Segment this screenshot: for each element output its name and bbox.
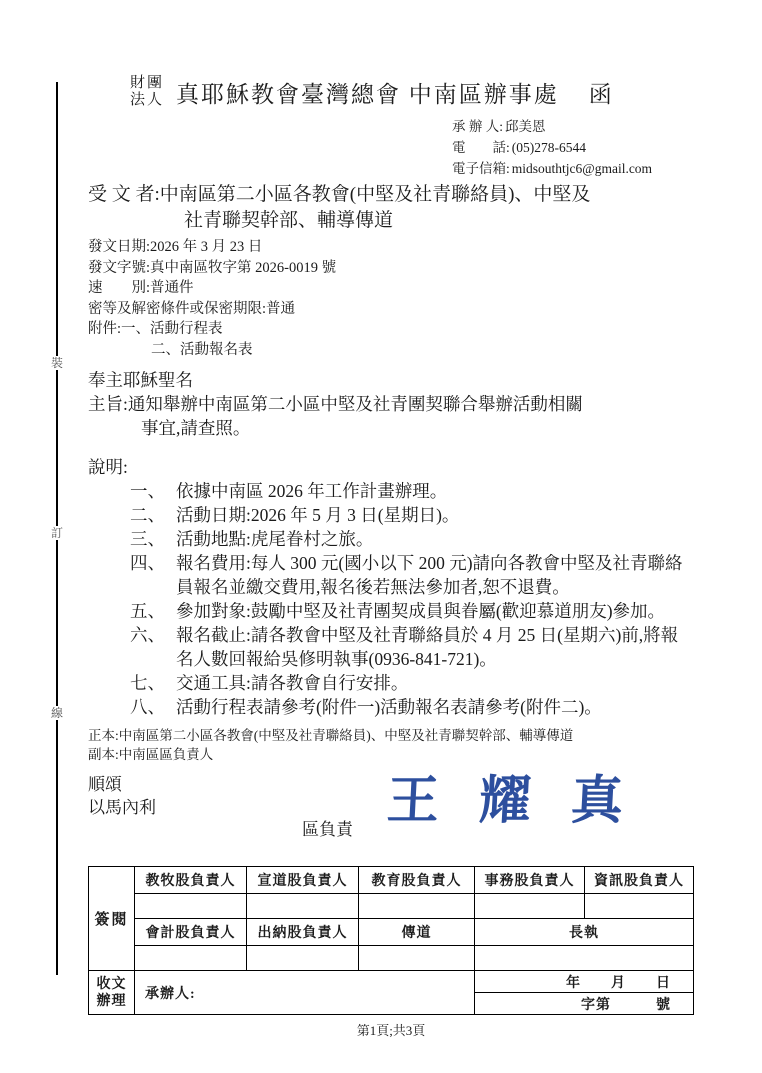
- item-number: 七、: [130, 673, 165, 693]
- binding-mark-ding: 訂: [50, 526, 64, 540]
- page-footer: 第1頁;共3頁: [356, 1023, 426, 1038]
- attachment-label: 附件:: [88, 321, 122, 337]
- closing-line2: 以馬內利: [88, 798, 156, 817]
- table-header-pastoral: 教牧股負責人: [135, 867, 247, 894]
- item-number: 三、: [130, 529, 165, 549]
- item-number: 五、: [130, 601, 165, 621]
- item-number: 四、: [130, 553, 165, 573]
- receipt-ref-number-cell: 字第 號: [475, 993, 694, 1015]
- org-type-line2: 法人: [130, 92, 165, 108]
- security-value: 普通: [266, 300, 296, 317]
- recipient-label: 受 文 者:: [88, 184, 160, 205]
- explanation-item-5: [88, 599, 694, 623]
- item-number: 八、: [130, 697, 165, 717]
- receipt-date-cell: 年 月 日: [475, 971, 694, 993]
- item-number: 六、: [130, 625, 165, 645]
- letterhead: [130, 75, 762, 109]
- explanation-item-4: [88, 551, 694, 599]
- receipt-label-line2: 辦理: [96, 993, 127, 1009]
- sign-space-cell: [359, 946, 475, 971]
- item-number: 二、: [130, 505, 165, 525]
- recipient-value-line2: 社青聯契幹部、輔導傳道: [184, 210, 394, 231]
- email-value: midsouthtjc6@gmail.com: [511, 161, 653, 176]
- copy-label: 副本:: [88, 747, 119, 762]
- item-text: 活動日期:2026 年 5 月 3 日(星期日)。: [176, 505, 460, 525]
- invocation: 奉主耶穌聖名: [88, 370, 193, 390]
- table-header-accounting: 會計股負責人: [135, 919, 247, 946]
- security-label: 密等及解密條件或保密期限:: [88, 300, 267, 317]
- explanation-item-8: [88, 695, 694, 719]
- closing-line1: 順頌: [88, 775, 122, 794]
- contact-block: [452, 116, 762, 179]
- sign-space-cell: [585, 894, 694, 919]
- distribution-block: [88, 726, 700, 764]
- explanation-item-6: [88, 623, 694, 671]
- contact-phone-row: [452, 137, 762, 158]
- item-text: 參加對象:鼓勵中堅及社青團契成員與眷屬(歡迎慕道朋友)參加。: [176, 601, 666, 621]
- sign-space-cell: [247, 894, 359, 919]
- sign-space-cell: [247, 946, 359, 971]
- carbon-copy-row: [88, 745, 700, 764]
- explanation-item-3: [88, 527, 694, 551]
- item-text: 活動行程表請參考(附件一)活動報名表請參考(附件二)。: [176, 697, 602, 717]
- binding-mark-zhuang: 裝: [50, 356, 64, 370]
- sign-space-cell: [475, 894, 585, 919]
- review-label-cell: 簽閱: [89, 867, 135, 971]
- phone-value: (05)278-6544: [511, 140, 587, 155]
- speed-row: [88, 278, 698, 299]
- speed-label: 速 別:: [88, 280, 151, 296]
- subject-label: 主旨:: [88, 394, 128, 414]
- item-number: 一、: [130, 481, 165, 501]
- handler-label: 承 辦 人:: [452, 119, 504, 134]
- table-header-preacher: 傳道: [359, 919, 475, 946]
- explanation-item-2: [88, 503, 694, 527]
- original-copy-row: [88, 726, 700, 745]
- explanation-item-7: [88, 671, 694, 695]
- org-type-label: [130, 75, 164, 109]
- table-header-affairs: 事務股負責人: [475, 867, 585, 894]
- document-type: 函: [588, 81, 612, 107]
- attachment-value-2: 二、活動報名表: [151, 341, 253, 358]
- copy-value: 中南區區負責人: [118, 747, 214, 762]
- item-text: 交通工具:請各教會自行安排。: [176, 673, 409, 693]
- handwritten-signature: 王耀真: [385, 773, 665, 830]
- original-value: 中南區第二小區各教會(中堅及社青聯絡員)、中堅及社青聯契幹部、輔導傳道: [118, 728, 574, 743]
- item-text: 活動地點:虎尾眷村之旅。: [176, 529, 374, 549]
- attachment-row: [88, 319, 698, 340]
- email-label: 電子信箱:: [452, 161, 510, 176]
- recipient-block: [88, 182, 698, 234]
- phone-label: 電 話:: [452, 140, 510, 155]
- recipient-value-line1: 中南區第二小區各教會(中堅及社青聯絡員)、中堅及: [159, 184, 591, 205]
- subject-line1: [88, 392, 694, 416]
- sign-space-cell: [135, 894, 247, 919]
- signer-role-label: 區負責: [302, 820, 353, 839]
- handler-value: 邱美恩: [505, 119, 546, 134]
- recipient-line1: [88, 182, 698, 208]
- sign-space-cell: [475, 946, 694, 971]
- issue-date-value: 2026 年 3 月 23 日: [150, 239, 263, 255]
- sign-space-cell: [135, 946, 247, 971]
- org-type-line1: 財團: [130, 75, 165, 91]
- table-header-it: 資訊股負責人: [585, 867, 694, 894]
- speed-value: 普通件: [150, 280, 194, 296]
- sign-off-table: [88, 866, 694, 1015]
- subject-value-line2: 事宜,請查照。: [141, 418, 251, 438]
- issue-number-row: [88, 258, 698, 279]
- binding-mark-xian: 線: [50, 706, 64, 720]
- contact-email-row: [452, 158, 762, 179]
- original-label: 正本:: [88, 728, 119, 743]
- receipt-label-line1: 收文: [96, 976, 127, 992]
- table-header-elders-deacons: 長執: [475, 919, 694, 946]
- explanation-item-1: [88, 479, 694, 503]
- issue-date-row: [88, 237, 698, 258]
- document-title: 真耶穌教會臺灣總會 中南區辦事處: [176, 81, 559, 107]
- table-header-cashier: 出納股負責人: [247, 919, 359, 946]
- table-header-evangelism: 宣道股負責人: [247, 867, 359, 894]
- explanation-label: 說明:: [88, 457, 128, 477]
- sign-space-cell: [359, 894, 475, 919]
- metadata-block: [88, 237, 698, 360]
- receipt-handling-label-cell: [89, 971, 135, 1015]
- issue-number-value: 真中南區牧字第 2026-0019 號: [150, 259, 337, 276]
- subject-value-line1: 通知舉辦中南區第二小區中堅及社青團契聯合舉辦活動相關: [127, 394, 583, 414]
- letter-body: [88, 368, 694, 719]
- closing-signature-row: [88, 773, 694, 859]
- item-text: 依據中南區 2026 年工作計畫辦理。: [176, 481, 448, 501]
- issue-number-label: 發文字號:: [88, 259, 151, 276]
- item-text: 報名費用:每人 300 元(國小以下 200 元)請向各教會中堅及社青聯絡員報名並繳交費用,報名後若無法參加者,恕不退費。: [176, 553, 683, 597]
- closing-block: [88, 773, 302, 819]
- security-row: [88, 299, 698, 320]
- issue-date-label: 發文日期:: [88, 239, 151, 255]
- attachment-value-1: 一、活動行程表: [121, 321, 223, 337]
- receipt-handler-cell: 承辦人:: [135, 971, 475, 1015]
- table-header-education: 教育股負責人: [359, 867, 475, 894]
- contact-handler-row: [452, 116, 762, 137]
- item-text: 報名截止:請各教會中堅及社青聯絡員於 4 月 25 日(星期六)前,將報名人數回報給吳修明執事(0936-841-721)。: [176, 625, 679, 669]
